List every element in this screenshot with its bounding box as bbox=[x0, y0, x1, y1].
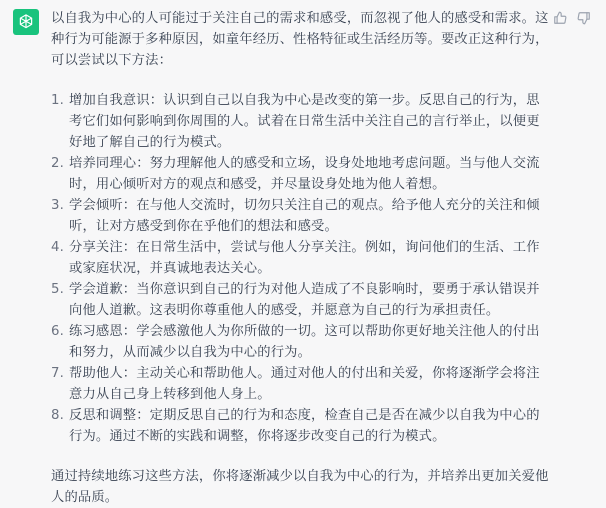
step-number: 2. bbox=[51, 156, 64, 171]
step-title: 学会道歉 bbox=[69, 282, 123, 297]
steps-list bbox=[51, 90, 551, 447]
message-actions bbox=[552, 10, 592, 26]
list-item bbox=[51, 363, 551, 405]
list-item bbox=[51, 405, 551, 447]
outro-paragraph: 通过持续地练习这些方法，你将逐渐减少以自我为中心的行为，并培养出更加关爱他人的品质。 bbox=[51, 469, 549, 505]
step-text: ：认识到自己以自我为中心是改变的第一步。反思自己的行为，思考它们如何影响到你周围的人。试着在日常生活中关注自己的言行举止，以便更好地了解自己的行为模式。 bbox=[69, 93, 540, 150]
step-title: 增加自我意识 bbox=[69, 93, 150, 108]
list-item bbox=[51, 90, 551, 153]
list-item bbox=[51, 237, 551, 279]
assistant-avatar bbox=[13, 9, 39, 35]
step-number: 4. bbox=[51, 240, 64, 255]
step-number: 1. bbox=[51, 93, 64, 108]
step-title: 培养同理心 bbox=[69, 156, 137, 171]
thumbs-up-icon[interactable] bbox=[552, 10, 568, 26]
step-title: 分享关注 bbox=[69, 240, 123, 255]
step-title: 反思和调整 bbox=[69, 408, 137, 423]
message-content bbox=[51, 8, 551, 508]
step-text: ：主动关心和帮助他人。通过对他人的付出和关爱，你将逐渐学会将注意力从自己身上转移到他人身上。 bbox=[69, 366, 540, 402]
list-item bbox=[51, 153, 551, 195]
step-number: 5. bbox=[51, 282, 64, 297]
list-item bbox=[51, 321, 551, 363]
list-item bbox=[51, 195, 551, 237]
step-number: 8. bbox=[51, 408, 64, 423]
intro-paragraph: 以自我为中心的人可能过于关注自己的需求和感受，而忽视了他人的感受和需求。这种行为可能源于多种原因，如童年经历、性格特征或生活经历等。要改正这种行为，可以尝试以下方法： bbox=[51, 11, 549, 68]
openai-logo-icon bbox=[17, 13, 35, 31]
step-text: ：定期反思自己的行为和态度，检查自己是否在减少以自我为中心的行为。通过不断的实践和调整，你将逐步改变自己的行为模式。 bbox=[69, 408, 540, 444]
step-number: 6. bbox=[51, 324, 64, 339]
step-title: 学会倾听 bbox=[69, 198, 123, 213]
step-text: ：在与他人交流时，切勿只关注自己的观点。给予他人充分的关注和倾听，让对方感受到你在乎他们的想法和感受。 bbox=[69, 198, 540, 234]
step-text: ：努力理解他人的感受和立场，设身处地地考虑问题。当与他人交流时，用心倾听对方的观点和感受，并尽量设身处地为他人着想。 bbox=[69, 156, 540, 192]
step-text: ：当你意识到自己的行为对他人造成了不良影响时，要勇于承认错误并向他人道歉。这表明你尊重他人的感受，并愿意为自己的行为承担责任。 bbox=[69, 282, 540, 318]
list-item bbox=[51, 279, 551, 321]
step-number: 7. bbox=[51, 366, 64, 381]
step-text: ：在日常生活中，尝试与他人分享关注。例如，询问他们的生活、工作或家庭状况，并真诚地表达关心。 bbox=[69, 240, 540, 276]
step-title: 练习感恩 bbox=[69, 324, 123, 339]
step-number: 3. bbox=[51, 198, 64, 213]
step-title: 帮助他人 bbox=[69, 366, 123, 381]
step-text: ：学会感激他人为你所做的一切。这可以帮助你更好地关注他人的付出和努力，从而减少以自我为中心的行为。 bbox=[69, 324, 540, 360]
thumbs-down-icon[interactable] bbox=[576, 10, 592, 26]
